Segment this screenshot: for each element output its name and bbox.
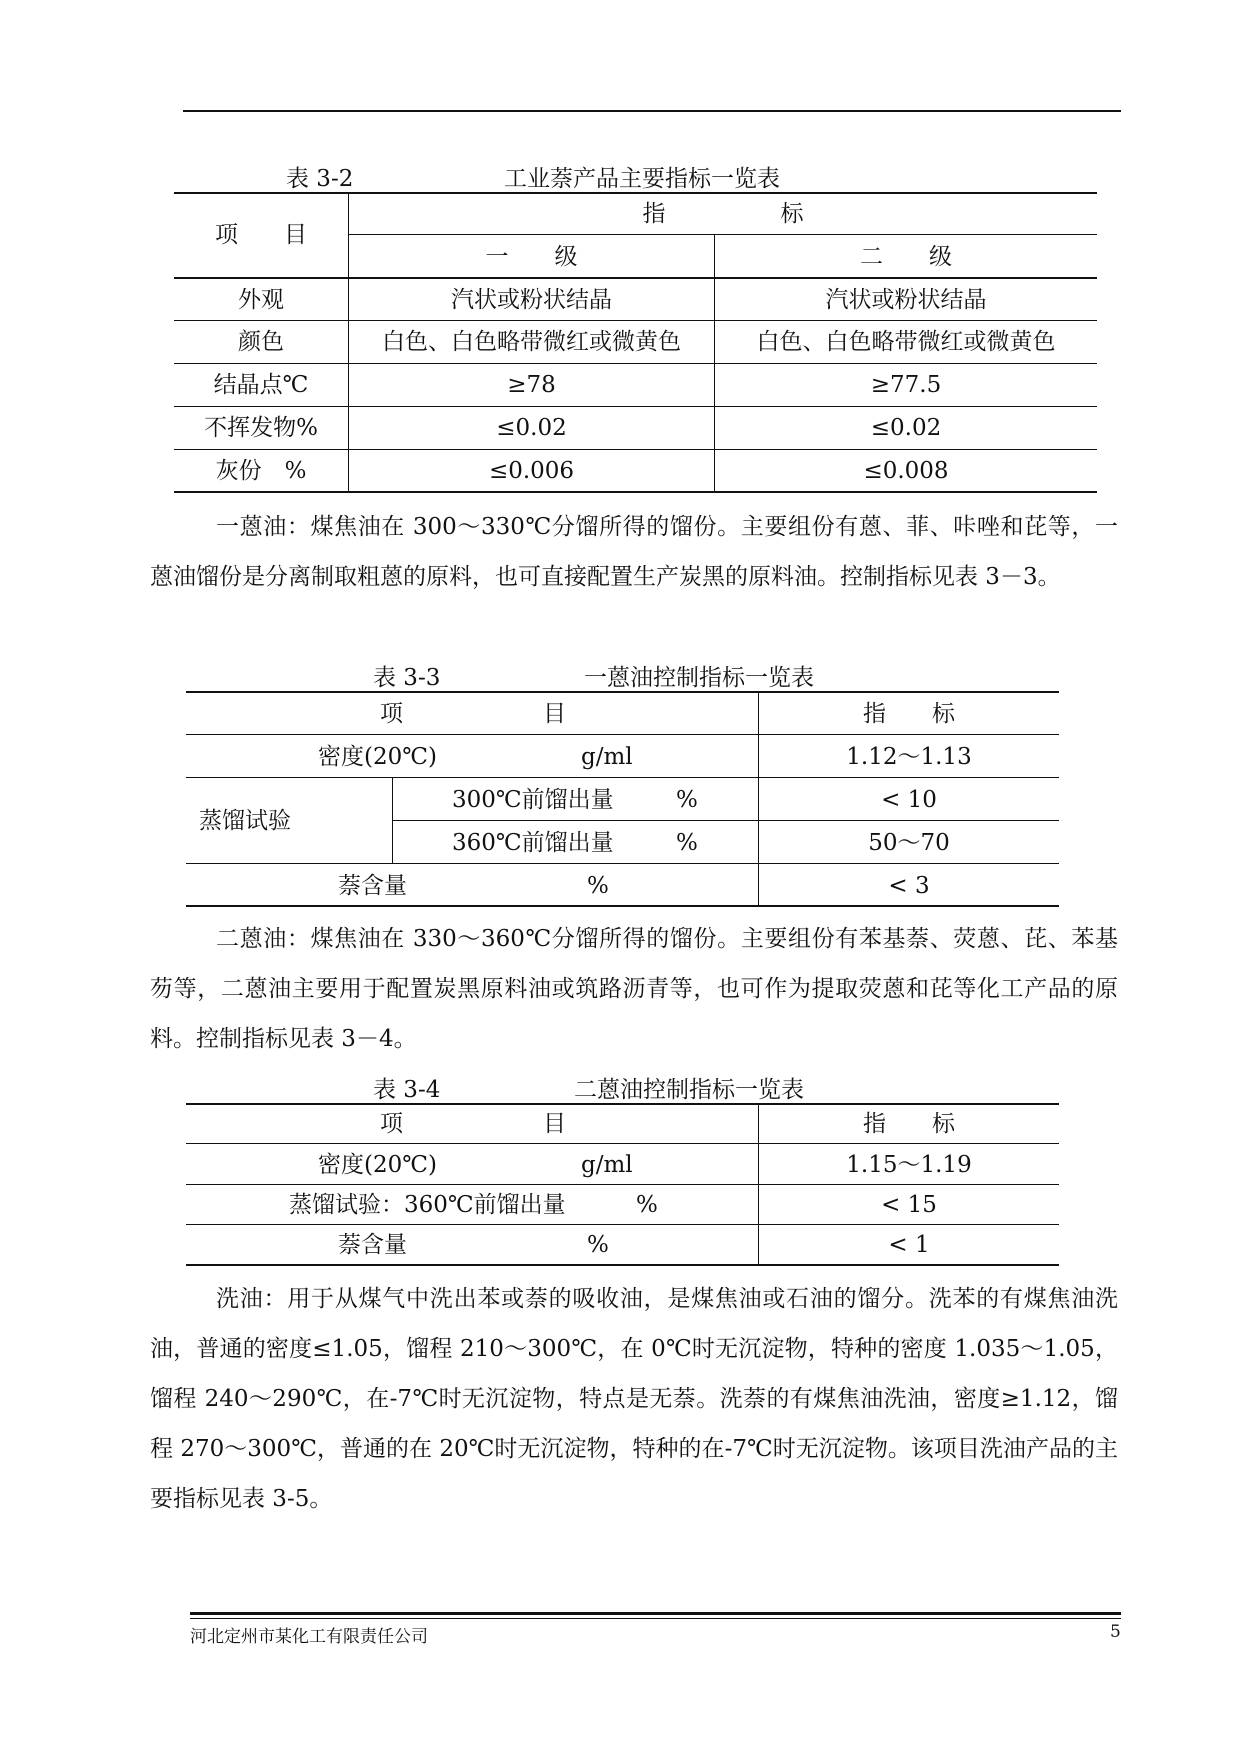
naphthalene-label: 萘含量 bbox=[338, 873, 407, 899]
naphthalene-unit: % bbox=[587, 1232, 609, 1258]
table-number: 表 3-3 bbox=[373, 665, 441, 691]
distillation-value: < 15 bbox=[881, 1192, 937, 1218]
header-item: 目 bbox=[543, 1111, 566, 1137]
naphthalene-label: 萘含量 bbox=[338, 1232, 407, 1258]
row-grade-2: ≥77.5 bbox=[870, 372, 942, 398]
table-border-top bbox=[186, 691, 1059, 693]
table-title: 一蒽油控制指标一览表 bbox=[584, 665, 814, 691]
page-number: 5 bbox=[1110, 1622, 1121, 1642]
header-index: 指 标 bbox=[863, 701, 955, 727]
distill-300-label: 300℃前馏出量 bbox=[452, 787, 614, 813]
row-item: 外观 bbox=[238, 287, 284, 313]
header-item: 项 目 bbox=[215, 222, 307, 248]
density-label: 密度(20℃) bbox=[318, 1152, 437, 1178]
row-item: 结晶点℃ bbox=[213, 372, 309, 398]
table-rule bbox=[174, 277, 1097, 279]
row-item: 不挥发物% bbox=[204, 415, 318, 441]
header-rule bbox=[183, 110, 1121, 112]
density-label: 密度(20℃) bbox=[318, 744, 437, 770]
row-grade-2: ≤0.008 bbox=[863, 458, 949, 484]
footer-rule-thick bbox=[190, 1612, 1121, 1615]
row-item: 颜色 bbox=[238, 329, 284, 355]
header-index: 指 标 bbox=[863, 1111, 955, 1137]
table-title: 工业萘产品主要指标一览表 bbox=[504, 166, 780, 192]
naphthalene-value: < 3 bbox=[888, 873, 930, 899]
density-unit: g/ml bbox=[581, 1152, 633, 1178]
distillation-label: 蒸馏试验 bbox=[199, 808, 291, 834]
paragraph-wash-oil: 洗油：用于从煤气中洗出苯或萘的吸收油，是煤焦油或石油的馏分。洗苯的有煤焦油洗油，普通的密度≤1.05，馏程 210～300℃，在 0℃时无沉淀物，特种的密度 1.035～1.05，馏程 240～290℃，在-7℃时无沉淀物，特点是无萘。洗萘的有煤焦油洗油，密度≥1.12，馏程 270～300℃，普通的在 20℃时无沉淀物，特种的在-7℃时无沉淀物。该项目洗油产品的主要指标见表 3-5。 bbox=[150, 1286, 1118, 1512]
distill-300-unit: % bbox=[676, 787, 698, 813]
row-grade-1: 白色、白色略带微红或微黄色 bbox=[382, 329, 681, 355]
table-rule bbox=[349, 234, 1097, 235]
paragraph-anthracene-oil-2: 二蒽油：煤焦油在 330～360℃分馏所得的馏份。主要组份有苯基萘、荧蒽、芘、苯基芴等，二蒽油主要用于配置炭黑原料油或筑路沥青等，也可作为提取荧蒽和芘等化工产品的原料。控制指标见表 3－4。 bbox=[150, 926, 1118, 1052]
row-grade-1: ≤0.02 bbox=[496, 415, 567, 441]
table-rule bbox=[174, 320, 1097, 321]
row-grade-1: ≤0.006 bbox=[488, 458, 575, 484]
row-grade-2: 白色、白色略带微红或微黄色 bbox=[756, 329, 1056, 355]
table-rule bbox=[393, 820, 1059, 821]
table-rule bbox=[174, 363, 1097, 364]
table-rule bbox=[186, 734, 1059, 735]
table-number: 表 3-4 bbox=[373, 1077, 441, 1103]
row-grade-1: ≥78 bbox=[507, 372, 556, 398]
row-grade-2: 汽状或粉状结晶 bbox=[825, 287, 987, 313]
header-item: 项 bbox=[380, 1111, 403, 1137]
table-title: 二蒽油控制指标一览表 bbox=[574, 1077, 804, 1103]
distill-300-value: < 10 bbox=[881, 787, 937, 813]
header-grade-2: 二 级 bbox=[860, 244, 952, 270]
distillation-label: 蒸馏试验：360℃前馏出量 bbox=[289, 1192, 566, 1218]
naphthalene-value: < 1 bbox=[888, 1232, 930, 1258]
header-item: 目 bbox=[543, 701, 566, 727]
table-rule bbox=[174, 449, 1097, 450]
header-grade-1: 一 级 bbox=[485, 244, 578, 270]
row-item: 灰份 % bbox=[215, 458, 307, 484]
table-rule bbox=[186, 863, 1059, 864]
row-grade-1: 汽状或粉状结晶 bbox=[451, 287, 612, 313]
distill-360-value: 50～70 bbox=[868, 830, 950, 856]
paragraph-anthracene-oil-1: 一蒽油：煤焦油在 300～330℃分馏所得的馏份。主要组份有蒽、菲、咔唑和芘等，一蒽油馏份是分离制取粗蒽的原料，也可直接配置生产炭黑的原料油。控制指标见表 3－3。 bbox=[150, 514, 1118, 590]
footer-rule-thin bbox=[190, 1618, 1121, 1619]
distillation-unit: % bbox=[636, 1192, 658, 1218]
table-rule bbox=[174, 406, 1097, 407]
footer-company: 河北定州市某化工有限责任公司 bbox=[190, 1627, 428, 1647]
header-index: 指 标 bbox=[642, 201, 804, 227]
row-grade-2: ≤0.02 bbox=[870, 415, 942, 441]
table-number: 表 3-2 bbox=[286, 166, 354, 192]
distill-360-label: 360℃前馏出量 bbox=[452, 830, 614, 856]
distill-360-unit: % bbox=[676, 830, 698, 856]
table-column-rule bbox=[392, 777, 393, 863]
naphthalene-unit: % bbox=[587, 873, 609, 899]
density-value: 1.12～1.13 bbox=[846, 744, 972, 770]
table-rule bbox=[186, 777, 1059, 778]
table-border-bottom bbox=[174, 491, 1097, 493]
density-value: 1.15～1.19 bbox=[846, 1152, 972, 1178]
header-item: 项 bbox=[380, 701, 403, 727]
density-unit: g/ml bbox=[581, 744, 633, 770]
